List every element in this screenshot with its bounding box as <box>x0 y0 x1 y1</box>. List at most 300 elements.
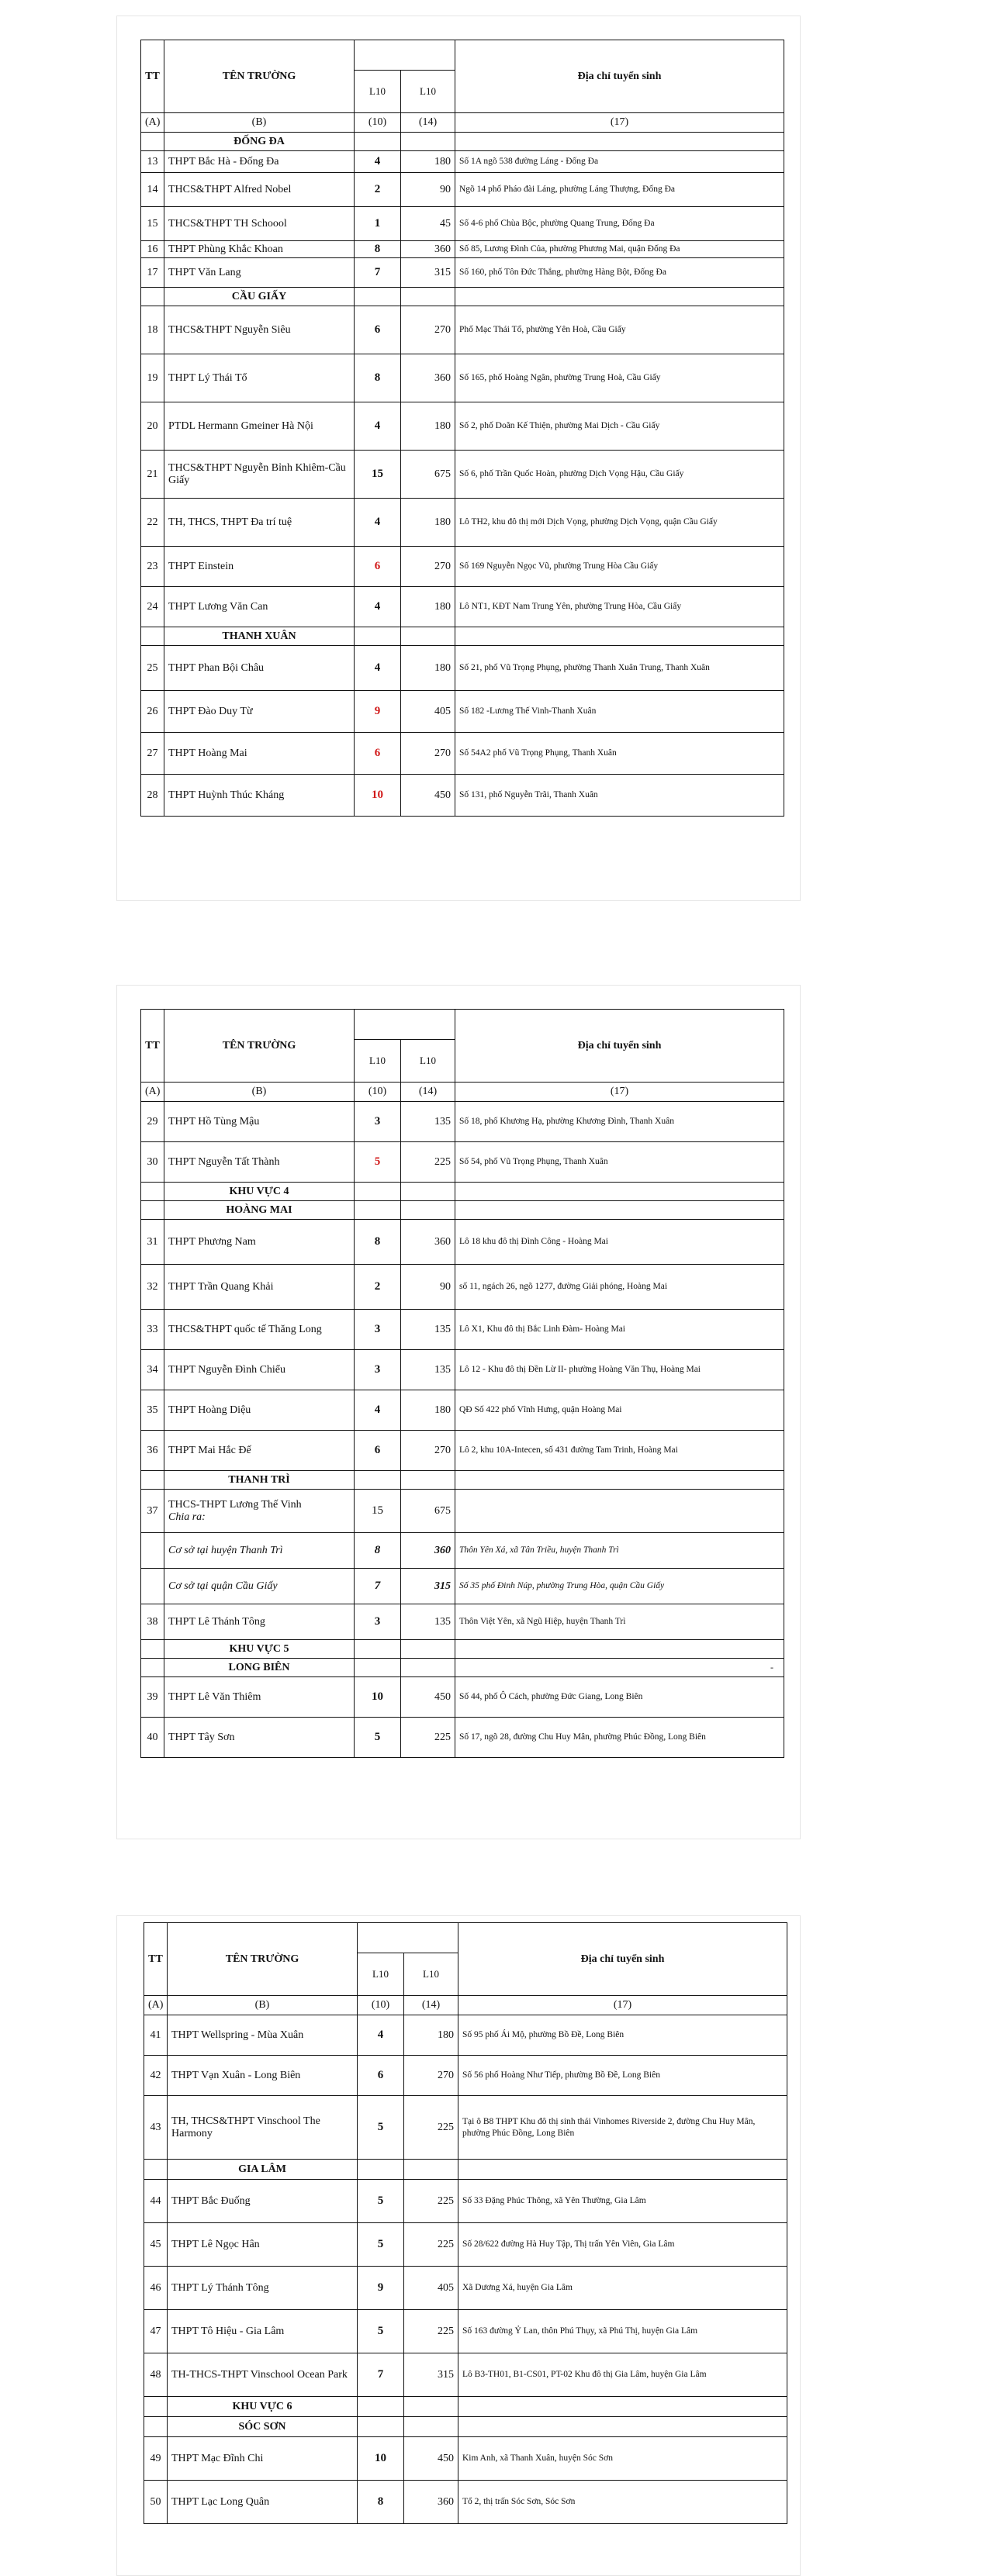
admission-address: Kim Anh, xã Thanh Xuân, huyện Sóc Sơn <box>458 2437 787 2481</box>
school-sub-label: Chia ra: <box>168 1511 206 1523</box>
school-name <box>164 499 355 547</box>
section-title: GIA LÂM <box>238 2163 286 2175</box>
table-body <box>141 1102 784 1758</box>
school-name-text: THCS&THPT quốc tế Thăng Long <box>168 1323 322 1335</box>
class-count: 8 <box>358 2481 404 2524</box>
header-tt: TT <box>141 1010 164 1083</box>
school-number <box>141 1533 164 1569</box>
quota-count: 45 <box>401 207 455 241</box>
school-name <box>164 207 355 241</box>
admission-address: Số 54, phố Vũ Trọng Phụng, Thanh Xuân <box>455 1142 784 1183</box>
ref-14: (14) <box>404 1996 458 2015</box>
header-address: Địa chỉ tuyển sinh <box>458 1923 787 1996</box>
school-number: 30 <box>141 1142 164 1183</box>
quota-count: 270 <box>401 1431 455 1471</box>
school-name-text: THPT Trần Quang Khải <box>168 1280 274 1293</box>
table-row <box>144 2180 787 2223</box>
class-count: 4 <box>355 587 401 627</box>
admission-address: Lô TH2, khu đô thị mới Dịch Vọng, phường Dịch Vọng, quận Cầu Giấy <box>455 499 784 547</box>
admission-address: Số 163 đường Ỷ Lan, thôn Phú Thụy, xã Phú Thị, huyện Gia Lâm <box>458 2310 787 2353</box>
quota-count: 675 <box>401 451 455 499</box>
class-count: 6 <box>355 733 401 775</box>
cell-quota <box>401 627 455 646</box>
school-name <box>168 2180 358 2223</box>
cell-quota <box>404 2397 458 2417</box>
school-number: 14 <box>141 173 164 207</box>
quota-count: 135 <box>401 1604 455 1640</box>
school-name-text: THPT Nguyễn Tất Thành <box>168 1155 280 1168</box>
quota-count: 225 <box>401 1718 455 1758</box>
school-name-text: TH, THCS, THPT Đa trí tuệ <box>168 516 292 528</box>
table-row <box>141 1350 784 1390</box>
cell-tt <box>141 1201 164 1220</box>
quota-count: 360 <box>404 2481 458 2524</box>
school-number: 28 <box>141 775 164 817</box>
school-name <box>164 1431 355 1471</box>
admission-address: Số 28/622 đường Hà Huy Tập, Thị trấn Yên Viên, Gia Lâm <box>458 2223 787 2267</box>
school-name <box>164 1677 355 1718</box>
school-name-text: THPT Bắc Đuống <box>171 2194 251 2207</box>
class-count: 8 <box>355 1533 401 1569</box>
school-number: 19 <box>141 354 164 402</box>
school-number: 35 <box>141 1390 164 1431</box>
header-blank <box>355 1010 455 1040</box>
class-count: 1 <box>355 207 401 241</box>
admission-address: Số 131, phố Nguyễn Trãi, Thanh Xuân <box>455 775 784 817</box>
admission-address: Số 56 phố Hoàng Như Tiếp, phường Bồ Đề, Long Biên <box>458 2056 787 2096</box>
school-name-text: THPT Mai Hắc Đế <box>168 1444 251 1456</box>
school-number: 25 <box>141 646 164 691</box>
school-name-text: THPT Hoàng Diệu <box>168 1404 251 1416</box>
section-title: SÓC SƠN <box>238 2420 286 2433</box>
ref-14: (14) <box>401 113 455 133</box>
admission-address: Số 160, phố Tôn Đức Thắng, phường Hàng Bột, Đống Đa <box>455 258 784 288</box>
school-name-text: THPT Phan Bội Châu <box>168 661 265 674</box>
header-l10-classes: L10 <box>355 71 401 113</box>
section-title: LONG BIÊN <box>228 1661 290 1673</box>
class-count: 5 <box>355 1142 401 1183</box>
branch-row <box>141 1569 784 1604</box>
school-name <box>164 151 355 173</box>
quota-count: 270 <box>404 2056 458 2096</box>
section-label <box>168 2160 358 2180</box>
cell-classes <box>355 627 401 646</box>
section-row <box>141 1659 784 1677</box>
school-number: 33 <box>141 1310 164 1350</box>
class-count: 6 <box>355 1431 401 1471</box>
table-row <box>144 2353 787 2397</box>
admission-address: Lô 18 khu đô thị Đình Công - Hoàng Mai <box>455 1220 784 1265</box>
school-name <box>164 646 355 691</box>
quota-count: 270 <box>401 547 455 587</box>
school-number: 27 <box>141 733 164 775</box>
section-row <box>144 2417 787 2437</box>
school-number: 42 <box>144 2056 168 2096</box>
school-name-text: THPT Phùng Khắc Khoan <box>168 243 283 255</box>
ref-17: (17) <box>455 1083 784 1102</box>
school-name-text: THPT Einstein <box>168 560 234 572</box>
class-count: 15 <box>355 1490 401 1533</box>
school-number: 39 <box>141 1677 164 1718</box>
school-number <box>141 1569 164 1604</box>
cell-tt <box>144 2160 168 2180</box>
admission-address: Lô B3-TH01, B1-CS01, PT-02 Khu đô thị Gia Lâm, huyện Gia Lâm <box>458 2353 787 2397</box>
school-name-text: THPT Lương Văn Can <box>168 600 268 613</box>
section-title: HOÀNG MAI <box>226 1203 292 1216</box>
header-school: TÊN TRƯỜNG <box>168 1923 358 1996</box>
school-name <box>168 2015 358 2056</box>
quota-count: 135 <box>401 1350 455 1390</box>
class-count: 8 <box>355 1220 401 1265</box>
admission-address: Lô NT1, KĐT Nam Trung Yên, phường Trung Hòa, Cầu Giấy <box>455 587 784 627</box>
quota-count: 180 <box>401 402 455 451</box>
quota-count: 90 <box>401 1265 455 1310</box>
school-number: 37 <box>141 1490 164 1533</box>
school-name-text: THCS&THPT Nguyễn Siêu <box>168 323 291 336</box>
cell-classes <box>355 1659 401 1677</box>
admission-address <box>455 1490 784 1533</box>
school-name-text: THPT Lý Thái Tổ <box>168 371 247 384</box>
school-name-text: THPT Tô Hiệu - Gia Lâm <box>171 2325 285 2337</box>
school-name-text: Cơ sở tại huyện Thanh Trì <box>168 1544 283 1556</box>
quota-count: 225 <box>404 2180 458 2223</box>
school-name <box>168 2267 358 2310</box>
quota-count: 270 <box>401 306 455 354</box>
quota-count: 135 <box>401 1102 455 1142</box>
quota-count: 180 <box>404 2015 458 2056</box>
school-number: 50 <box>144 2481 168 2524</box>
school-number: 21 <box>141 451 164 499</box>
admission-address: Số 182 -Lương Thế Vinh-Thanh Xuân <box>455 691 784 733</box>
cell-address <box>455 1201 784 1220</box>
section-title: ĐỐNG ĐA <box>234 135 285 147</box>
school-number: 15 <box>141 207 164 241</box>
school-number: 44 <box>144 2180 168 2223</box>
admission-address: Số 44, phố Ô Cách, phường Đức Giang, Long Biên <box>455 1677 784 1718</box>
header-address: Địa chỉ tuyển sinh <box>455 40 784 113</box>
school-name-text: THPT Phương Nam <box>168 1235 256 1248</box>
ref-10: (10) <box>355 1083 401 1102</box>
section-title: KHU VỰC 4 <box>229 1185 289 1197</box>
admissions-table <box>140 40 784 817</box>
cell-quota <box>404 2417 458 2437</box>
school-name-text: Cơ sở tại quận Cầu Giấy <box>168 1580 278 1592</box>
section-label <box>164 288 355 306</box>
school-name-text: THPT Lạc Long Quân <box>171 2495 270 2508</box>
section-title: THANH XUÂN <box>222 630 296 642</box>
class-count: 8 <box>355 354 401 402</box>
table-body <box>141 133 784 817</box>
section-label <box>168 2417 358 2437</box>
cell-address <box>455 288 784 306</box>
class-count: 3 <box>355 1604 401 1640</box>
cell-tt <box>141 1183 164 1201</box>
cell-address <box>455 1471 784 1490</box>
section-title: CẦU GIẤY <box>231 290 287 302</box>
cell-classes <box>358 2417 404 2437</box>
school-name-text: THCS&THPT Alfred Nobel <box>168 183 292 195</box>
ref-b: (B) <box>164 113 355 133</box>
admission-address: Thôn Việt Yên, xã Ngũ Hiệp, huyện Thanh Trì <box>455 1604 784 1640</box>
table-row <box>141 1142 784 1183</box>
section-label <box>164 1471 355 1490</box>
quota-count: 90 <box>401 173 455 207</box>
class-count: 5 <box>358 2223 404 2267</box>
table-row <box>141 499 784 547</box>
admission-address: Thôn Yên Xá, xã Tân Triều, huyện Thanh Trì <box>455 1533 784 1569</box>
school-name-text: TH, THCS&THPT Vinschool The Harmony <box>171 2115 320 2139</box>
school-name <box>164 241 355 258</box>
cell-tt <box>141 1659 164 1677</box>
class-count: 9 <box>355 691 401 733</box>
section-label <box>168 2397 358 2417</box>
cell-address <box>455 133 784 151</box>
quota-count: 180 <box>401 499 455 547</box>
cell-address <box>455 1659 784 1677</box>
header-l10-classes: L10 <box>355 1040 401 1083</box>
school-name-text: THPT Wellspring - Mùa Xuân <box>171 2029 304 2041</box>
table-row <box>144 2481 787 2524</box>
school-name-text: THPT Vạn Xuân - Long Biên <box>171 2069 301 2081</box>
table-row <box>144 2096 787 2160</box>
quota-count: 225 <box>404 2310 458 2353</box>
school-name <box>164 258 355 288</box>
section-row <box>141 288 784 306</box>
school-name-text: THPT Hồ Tùng Mậu <box>168 1115 260 1127</box>
ref-a: (A) <box>141 1083 164 1102</box>
document-page-1 <box>116 16 801 901</box>
section-label <box>164 1183 355 1201</box>
class-count: 4 <box>355 499 401 547</box>
class-count: 15 <box>355 451 401 499</box>
table-row <box>141 646 784 691</box>
cell-tt <box>141 133 164 151</box>
branch-row <box>141 1533 784 1569</box>
table-row <box>144 2437 787 2481</box>
school-name-text: THPT Mạc Đĩnh Chi <box>171 2452 264 2464</box>
admission-address: Số 33 Đặng Phúc Thông, xã Yên Thường, Gia Lâm <box>458 2180 787 2223</box>
school-number: 24 <box>141 587 164 627</box>
admission-address: Số 21, phố Vũ Trọng Phụng, phường Thanh Xuân Trung, Thanh Xuân <box>455 646 784 691</box>
ref-a: (A) <box>144 1996 168 2015</box>
cell-classes <box>358 2160 404 2180</box>
header-l10-quota: L10 <box>404 1953 458 1996</box>
quota-count: 405 <box>401 691 455 733</box>
class-count: 5 <box>358 2180 404 2223</box>
class-count: 7 <box>355 258 401 288</box>
quota-count: 180 <box>401 1390 455 1431</box>
school-name <box>164 354 355 402</box>
school-number: 16 <box>141 241 164 258</box>
school-name-text: THCS&THPT TH Schoool <box>168 217 287 230</box>
table-row <box>141 775 784 817</box>
school-name-text: THPT Lý Thánh Tông <box>171 2281 269 2294</box>
ref-17: (17) <box>455 113 784 133</box>
quota-count: 450 <box>401 1677 455 1718</box>
cell-quota <box>401 1471 455 1490</box>
class-count: 4 <box>355 1390 401 1431</box>
class-count: 4 <box>355 151 401 173</box>
school-name <box>164 1604 355 1640</box>
class-count: 3 <box>355 1310 401 1350</box>
admission-address: Xã Dương Xá, huyện Gia Lâm <box>458 2267 787 2310</box>
school-name-text: THCS&THPT Nguyễn Bỉnh Khiêm-Cầu Giấy <box>168 461 346 486</box>
table-row <box>141 151 784 173</box>
school-name <box>168 2353 358 2397</box>
admission-address: QĐ Số 422 phố Vĩnh Hưng, quận Hoàng Mai <box>455 1390 784 1431</box>
table-row <box>141 1718 784 1758</box>
admission-address: Số 54A2 phố Vũ Trọng Phụng, Thanh Xuân <box>455 733 784 775</box>
cell-classes <box>355 1201 401 1220</box>
quota-count: 360 <box>401 241 455 258</box>
table-row <box>141 733 784 775</box>
cell-quota <box>401 288 455 306</box>
class-count: 7 <box>358 2353 404 2397</box>
cell-address <box>455 1183 784 1201</box>
quota-count: 180 <box>401 151 455 173</box>
ref-14: (14) <box>401 1083 455 1102</box>
section-row <box>141 1201 784 1220</box>
class-count: 10 <box>355 1677 401 1718</box>
cell-tt <box>141 1471 164 1490</box>
section-row <box>141 627 784 646</box>
table-row <box>141 451 784 499</box>
admission-address: Số 35 phố Đinh Núp, phường Trung Hòa, quận Cầu Giấy <box>455 1569 784 1604</box>
cell-quota <box>401 1201 455 1220</box>
quota-count: 180 <box>401 587 455 627</box>
quota-count: 450 <box>401 775 455 817</box>
header-tt: TT <box>141 40 164 113</box>
cell-quota <box>401 133 455 151</box>
school-number: 34 <box>141 1350 164 1390</box>
admission-address: Số 17, ngõ 28, đường Chu Huy Mân, phường Phúc Đồng, Long Biên <box>455 1718 784 1758</box>
table-row <box>141 691 784 733</box>
table-row <box>141 207 784 241</box>
school-name <box>164 1490 355 1533</box>
cell-classes <box>355 1640 401 1659</box>
school-name <box>168 2223 358 2267</box>
cell-classes <box>358 2397 404 2417</box>
table-row <box>141 402 784 451</box>
school-name-text: THPT Hoàng Mai <box>168 747 247 759</box>
ref-b: (B) <box>164 1083 355 1102</box>
section-label <box>164 627 355 646</box>
class-count: 2 <box>355 1265 401 1310</box>
table-row <box>141 1102 784 1142</box>
admission-address: số 11, ngách 26, ngõ 1277, đường Giải phóng, Hoàng Mai <box>455 1265 784 1310</box>
cell-classes <box>355 1471 401 1490</box>
admissions-table <box>144 1922 787 2524</box>
section-row <box>141 1640 784 1659</box>
cell-address <box>455 627 784 646</box>
class-count: 3 <box>355 1102 401 1142</box>
quota-count: 225 <box>401 1142 455 1183</box>
class-count: 4 <box>358 2015 404 2056</box>
admission-address: Lô X1, Khu đô thị Bắc Linh Đàm- Hoàng Mai <box>455 1310 784 1350</box>
quota-count: 225 <box>404 2096 458 2160</box>
school-name <box>164 1718 355 1758</box>
school-name <box>164 775 355 817</box>
school-number: 47 <box>144 2310 168 2353</box>
section-label <box>164 133 355 151</box>
cell-address <box>458 2417 787 2437</box>
cell-classes <box>355 1183 401 1201</box>
school-name-text: TH-THCS-THPT Vinschool Ocean Park <box>171 2368 348 2381</box>
school-name-text: THPT Đào Duy Từ <box>168 705 253 717</box>
school-name <box>164 1265 355 1310</box>
cell-classes <box>355 133 401 151</box>
class-count: 8 <box>355 241 401 258</box>
table-row <box>141 1265 784 1310</box>
school-number: 18 <box>141 306 164 354</box>
school-number: 26 <box>141 691 164 733</box>
table-row <box>141 258 784 288</box>
quota-count: 360 <box>401 1220 455 1265</box>
table-row <box>141 173 784 207</box>
table-row <box>141 1677 784 1718</box>
header-l10-classes: L10 <box>358 1953 404 1996</box>
class-count: 10 <box>355 775 401 817</box>
school-number: 22 <box>141 499 164 547</box>
school-number: 45 <box>144 2223 168 2267</box>
school-number: 48 <box>144 2353 168 2397</box>
cell-address <box>458 2160 787 2180</box>
school-name <box>164 547 355 587</box>
admission-address: Lô 2, khu 10A-Intecen, số 431 đường Tam Trinh, Hoàng Mai <box>455 1431 784 1471</box>
class-count: 6 <box>358 2056 404 2096</box>
quota-count: 450 <box>404 2437 458 2481</box>
cell-quota <box>401 1640 455 1659</box>
school-name-text: THPT Lê Văn Thiêm <box>168 1690 261 1703</box>
class-count: 6 <box>355 547 401 587</box>
school-name <box>164 1569 355 1604</box>
ref-10: (10) <box>358 1996 404 2015</box>
table-row <box>144 2015 787 2056</box>
table-row <box>141 354 784 402</box>
class-count: 5 <box>358 2310 404 2353</box>
school-name-text: THCS-THPT Lương Thế Vinh <box>168 1498 302 1511</box>
quota-count: 360 <box>401 354 455 402</box>
admission-address: Số 6, phố Trần Quốc Hoàn, phường Dịch Vọng Hậu, Cầu Giấy <box>455 451 784 499</box>
school-name <box>164 1142 355 1183</box>
cell-tt <box>141 288 164 306</box>
class-count: 7 <box>355 1569 401 1604</box>
section-row <box>144 2160 787 2180</box>
table-row <box>141 547 784 587</box>
header-tt: TT <box>144 1923 168 1996</box>
school-name-text: THPT Lê Thánh Tông <box>168 1615 265 1628</box>
header-blank <box>358 1923 458 1953</box>
section-mark: - <box>770 1662 773 1673</box>
quota-count: 135 <box>401 1310 455 1350</box>
table-row <box>144 2223 787 2267</box>
admission-address: Số 4-6 phố Chùa Bộc, phường Quang Trung, Đống Đa <box>455 207 784 241</box>
quota-count: 360 <box>401 1533 455 1569</box>
cell-quota <box>401 1659 455 1677</box>
quota-count: 180 <box>401 646 455 691</box>
school-name <box>164 1390 355 1431</box>
school-name <box>164 1350 355 1390</box>
ref-b: (B) <box>168 1996 358 2015</box>
quota-count: 675 <box>401 1490 455 1533</box>
section-label <box>164 1201 355 1220</box>
school-name <box>164 1102 355 1142</box>
quota-count: 315 <box>401 258 455 288</box>
section-row <box>141 133 784 151</box>
table-row <box>141 1490 784 1533</box>
table-row <box>141 1310 784 1350</box>
cell-tt <box>144 2417 168 2437</box>
